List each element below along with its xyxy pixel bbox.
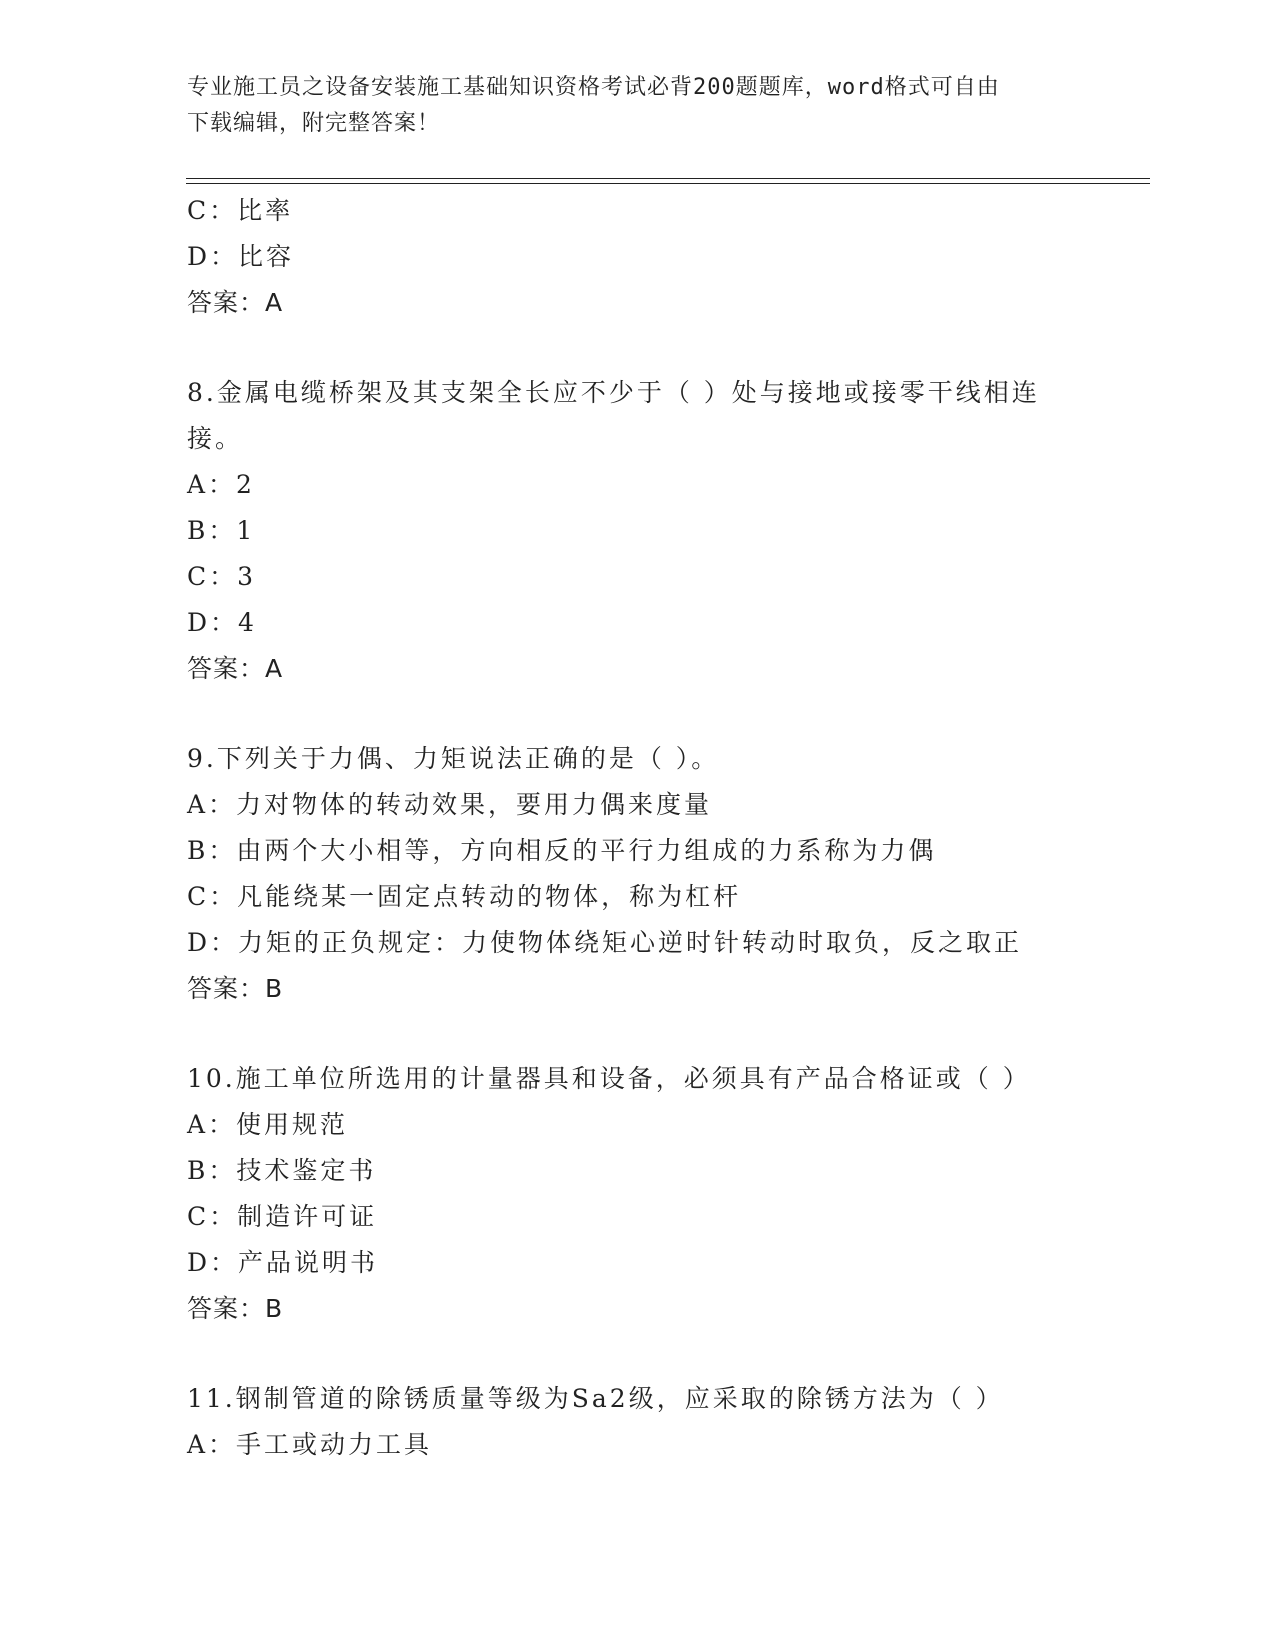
option-a: A：2 [187,470,255,499]
option-b: B：由两个大小相等，方向相反的平行力组成的力系称为力偶 [187,836,937,865]
question-stem-continued: 接。 [187,424,244,453]
question-list [187,188,1087,1468]
answer: 答案：A [187,288,284,317]
option-d: D：4 [187,608,257,637]
option-d: D：比容 [187,242,295,271]
answer: 答案：A [187,654,284,683]
option-c: C：3 [187,562,257,591]
header-divider-top [186,178,1150,179]
header-line-1: 专业施工员之设备安装施工基础知识资格考试必背200题题库，word格式可自由 [187,75,1000,100]
option-a: A：力对物体的转动效果，要用力偶来度量 [187,790,713,819]
option-d: D：力矩的正负规定：力使物体绕矩心逆时针转动时取负，反之取正 [187,928,1023,957]
question-stem: 8.金属电缆桥架及其支架全长应不少于（ ）处与接地或接零干线相连 [187,378,1040,407]
answer: 答案：B [187,1294,284,1323]
option-b: B：技术鉴定书 [187,1156,377,1185]
option-b: B：1 [187,516,256,545]
question-7 [187,188,1087,326]
question-8 [187,370,1087,692]
header-divider-bottom [186,183,1150,184]
question-stem: 9.下列关于力偶、力矩说法正确的是（ ）。 [187,744,720,773]
option-d: D：产品说明书 [187,1248,379,1277]
option-a: A：使用规范 [187,1110,349,1139]
option-c: C：制造许可证 [187,1202,378,1231]
answer: 答案：B [187,974,284,1003]
option-c: C：比率 [187,196,294,225]
question-11 [187,1376,1087,1468]
question-9 [187,736,1087,1012]
question-10 [187,1056,1087,1332]
document-header [187,70,1067,142]
header-line-2: 下载编辑，附完整答案！ [187,111,441,136]
question-stem: 11.钢制管道的除锈质量等级为Sa2级，应采取的除锈方法为（ ） [187,1384,1004,1413]
question-stem: 10.施工单位所选用的计量器具和设备，必须具有产品合格证或（ ） [187,1064,1031,1093]
option-c: C：凡能绕某一固定点转动的物体，称为杠杆 [187,882,742,911]
option-a: A：手工或动力工具 [187,1430,433,1459]
